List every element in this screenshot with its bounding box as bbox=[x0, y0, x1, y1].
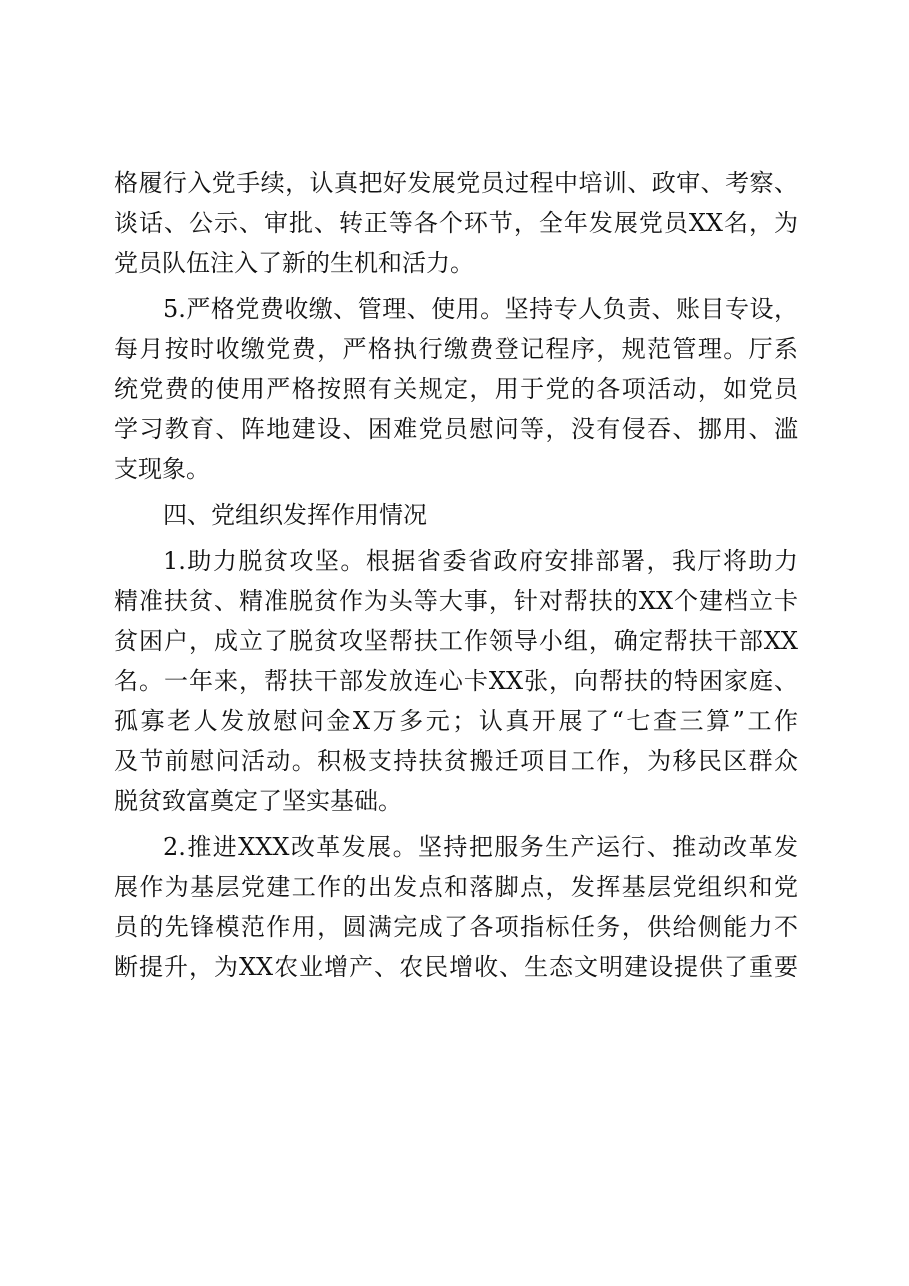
document-body bbox=[114, 163, 798, 987]
text-line: 格履行入党手续，认真把好发展党员过程中培训、政审、考察、 bbox=[114, 169, 798, 197]
paragraph-party-dues bbox=[114, 289, 798, 489]
text-line: 员的先锋模范作用，圆满完成了各项指标任务，供给侧能力不 bbox=[114, 913, 798, 941]
text-line: 学习教育、阵地建设、困难党员慰问等，没有侵吞、挪用、滥 bbox=[114, 415, 798, 443]
text-line: 统党费的使用严格按照有关规定，用于党的各项活动，如党员 bbox=[114, 375, 798, 403]
paragraph-reform-development bbox=[114, 827, 798, 987]
heading-line: 四、党组织发挥作用情况 bbox=[163, 501, 427, 529]
text-line: 脱贫致富奠定了坚实基础。 bbox=[114, 787, 402, 815]
text-line: 断提升，为XX农业增产、农民增收、生态文明建设提供了重要 bbox=[114, 953, 798, 981]
text-line: 2.推进XXX改革发展。坚持把服务生产运行、推动改革发 bbox=[163, 833, 798, 861]
text-line: 孤寡老人发放慰问金X万多元；认真开展了“七查三算”工作 bbox=[114, 707, 798, 735]
paragraph-admission bbox=[114, 163, 798, 283]
text-line: 及节前慰问活动。积极支持扶贫搬迁项目工作，为移民区群众 bbox=[114, 747, 798, 775]
text-line: 贫困户，成立了脱贫攻坚帮扶工作领导小组，确定帮扶干部XX bbox=[114, 627, 798, 655]
text-line: 名。一年来，帮扶干部发放连心卡XX张，向帮扶的特困家庭、 bbox=[114, 667, 798, 695]
text-line: 谈话、公示、审批、转正等各个环节，全年发展党员XX名，为 bbox=[114, 209, 798, 237]
text-line: 党员队伍注入了新的生机和活力。 bbox=[114, 249, 474, 277]
paragraph-poverty-alleviation bbox=[114, 541, 798, 821]
section-heading bbox=[114, 495, 798, 535]
text-line: 支现象。 bbox=[114, 455, 210, 483]
text-line: 5.严格党费收缴、管理、使用。坚持专人负责、账目专设， bbox=[163, 295, 798, 323]
text-line: 每月按时收缴党费，严格执行缴费登记程序，规范管理。厅系 bbox=[114, 335, 798, 363]
text-line: 精准扶贫、精准脱贫作为头等大事，针对帮扶的XX个建档立卡 bbox=[114, 587, 798, 615]
text-line: 展作为基层党建工作的出发点和落脚点，发挥基层党组织和党 bbox=[114, 873, 798, 901]
text-line: 1.助力脱贫攻坚。根据省委省政府安排部署，我厅将助力 bbox=[163, 547, 798, 575]
